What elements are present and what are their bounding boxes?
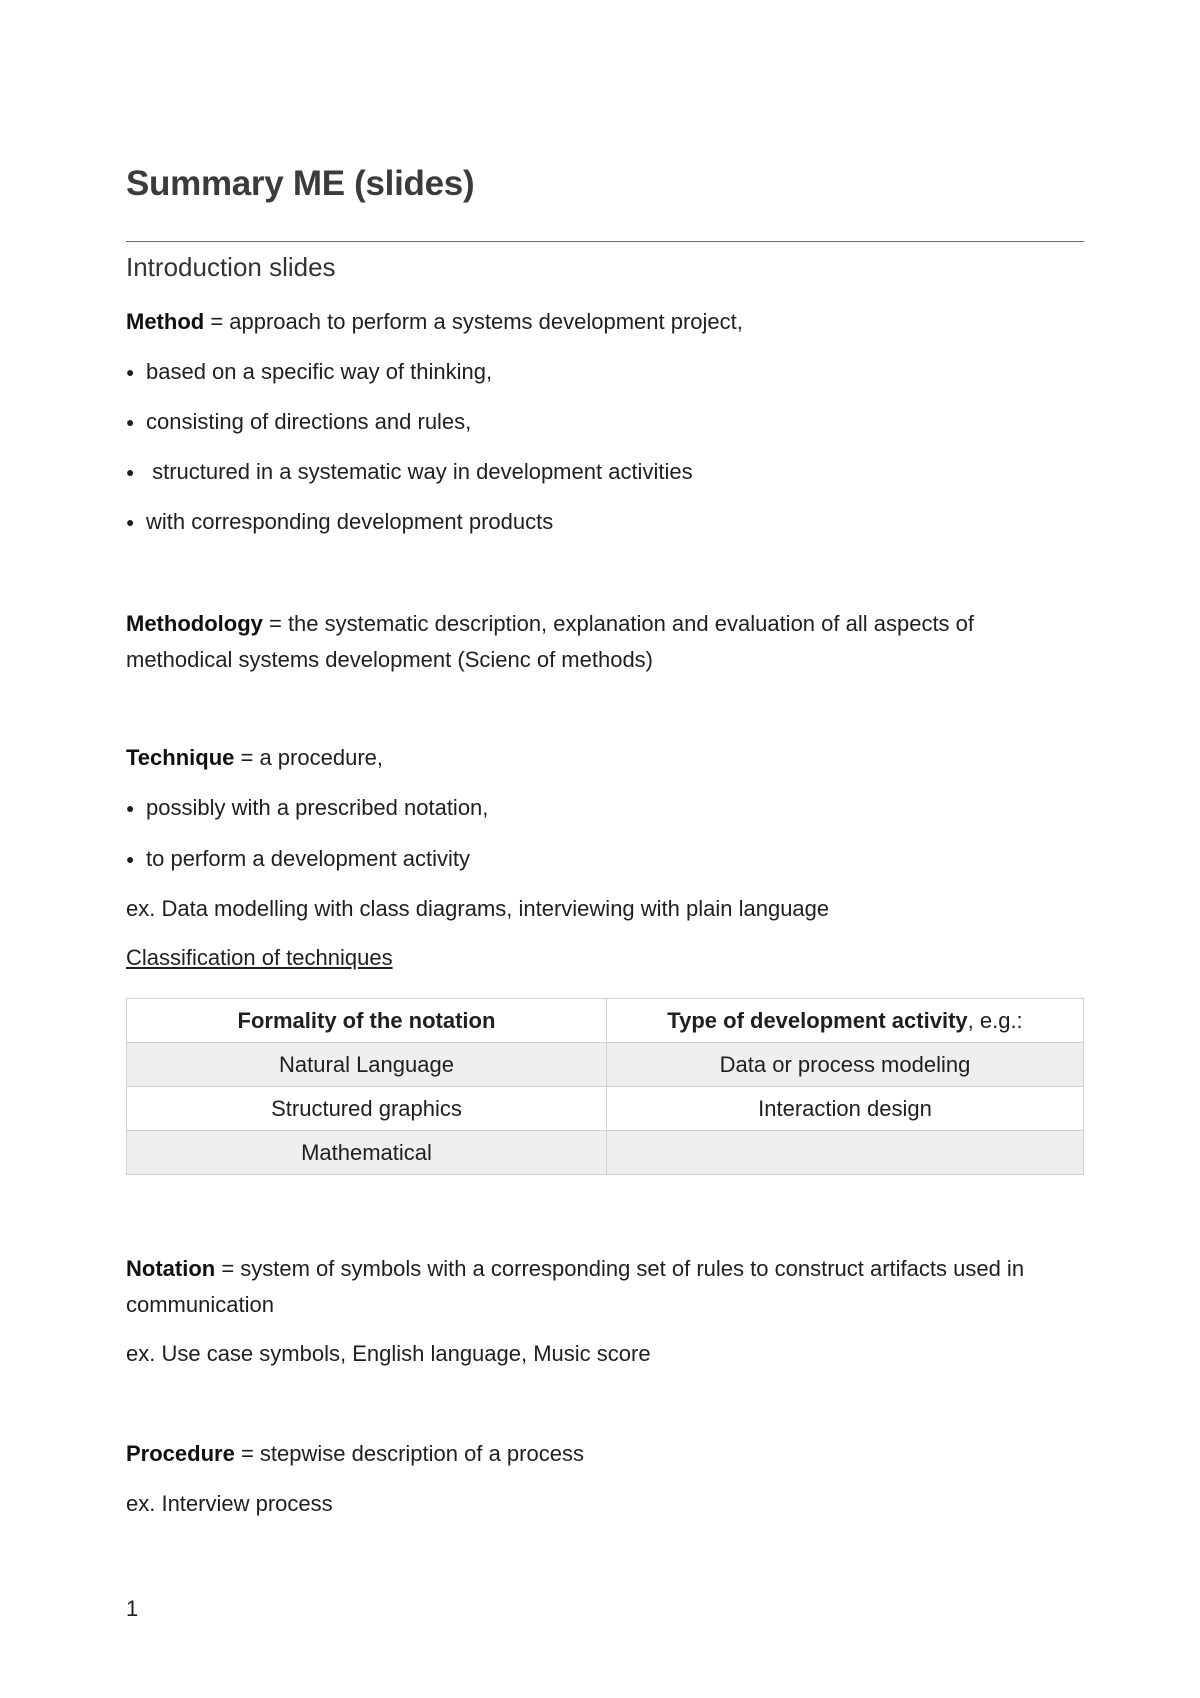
technique-example: ex. Data modelling with class diagrams, interviewing with plain language: [126, 896, 830, 921]
notation-example: ex. Use case symbols, English language, Music score: [126, 1341, 651, 1366]
method-definition: [126, 304, 743, 340]
table-cell: Natural Language: [127, 1043, 607, 1087]
method-term: Method: [126, 309, 205, 334]
method-bullet-4: ● with corresponding development products: [126, 504, 553, 540]
bullet-icon: ●: [126, 464, 135, 480]
notation-term: Notation: [126, 1256, 216, 1281]
procedure-example: ex. Interview process: [126, 1491, 333, 1516]
notation-definition: Notation = system of symbols with a corresponding set of rules to construct artifacts used in communication: [126, 1256, 1025, 1317]
table-cell: Structured graphics: [127, 1087, 607, 1131]
methodology-definition: Methodology = the systematic description, explanation and evaluation of all aspects of methodical systems development (Scienc of methods): [126, 611, 975, 672]
section-heading: Introduction slides: [126, 252, 336, 282]
bullet-icon: ●: [126, 800, 135, 816]
methodology-term: Methodology: [126, 611, 263, 636]
classification-table: [126, 998, 1084, 1175]
procedure-term: Procedure: [126, 1441, 235, 1466]
table-cell: Data or process modeling: [607, 1043, 1084, 1087]
page-number: 1: [126, 1596, 139, 1621]
technique-bullet-1: ● possibly with a prescribed notation,: [126, 790, 488, 826]
method-bullet-3: ● structured in a systematic way in development activities: [126, 454, 693, 490]
table-row: [127, 1043, 1084, 1087]
classification-link[interactable]: Classification of techniques: [126, 945, 393, 970]
method-bullet-1: ● based on a specific way of thinking,: [126, 354, 492, 390]
table-header-activity: Type of development activity, e.g.:: [607, 999, 1084, 1043]
technique-bullet-2: ● to perform a development activity: [126, 841, 470, 877]
bullet-icon: ●: [126, 414, 135, 430]
table-cell: Mathematical: [127, 1131, 607, 1175]
table-row: [127, 1131, 1084, 1175]
table-header-formality: Formality of the notation: [127, 999, 607, 1043]
technique-definition: Technique = a procedure,: [126, 745, 383, 770]
page-title: Summary ME (slides): [126, 164, 475, 203]
method-bullet-2: ● consisting of directions and rules,: [126, 404, 471, 440]
table-header-row: [127, 999, 1084, 1043]
procedure-definition: Procedure = stepwise description of a process: [126, 1441, 584, 1466]
table-cell: Interaction design: [607, 1087, 1084, 1131]
bullet-icon: ●: [126, 364, 135, 380]
bullet-icon: ●: [126, 514, 135, 530]
table-row: [127, 1087, 1084, 1131]
bullet-icon: ●: [126, 851, 135, 867]
table-cell: [607, 1131, 1084, 1175]
technique-term: Technique: [126, 745, 235, 770]
title-divider: [126, 241, 1084, 242]
document-page: [126, 0, 1084, 1698]
method-definition-text: = approach to perform a systems development project,: [204, 309, 743, 334]
